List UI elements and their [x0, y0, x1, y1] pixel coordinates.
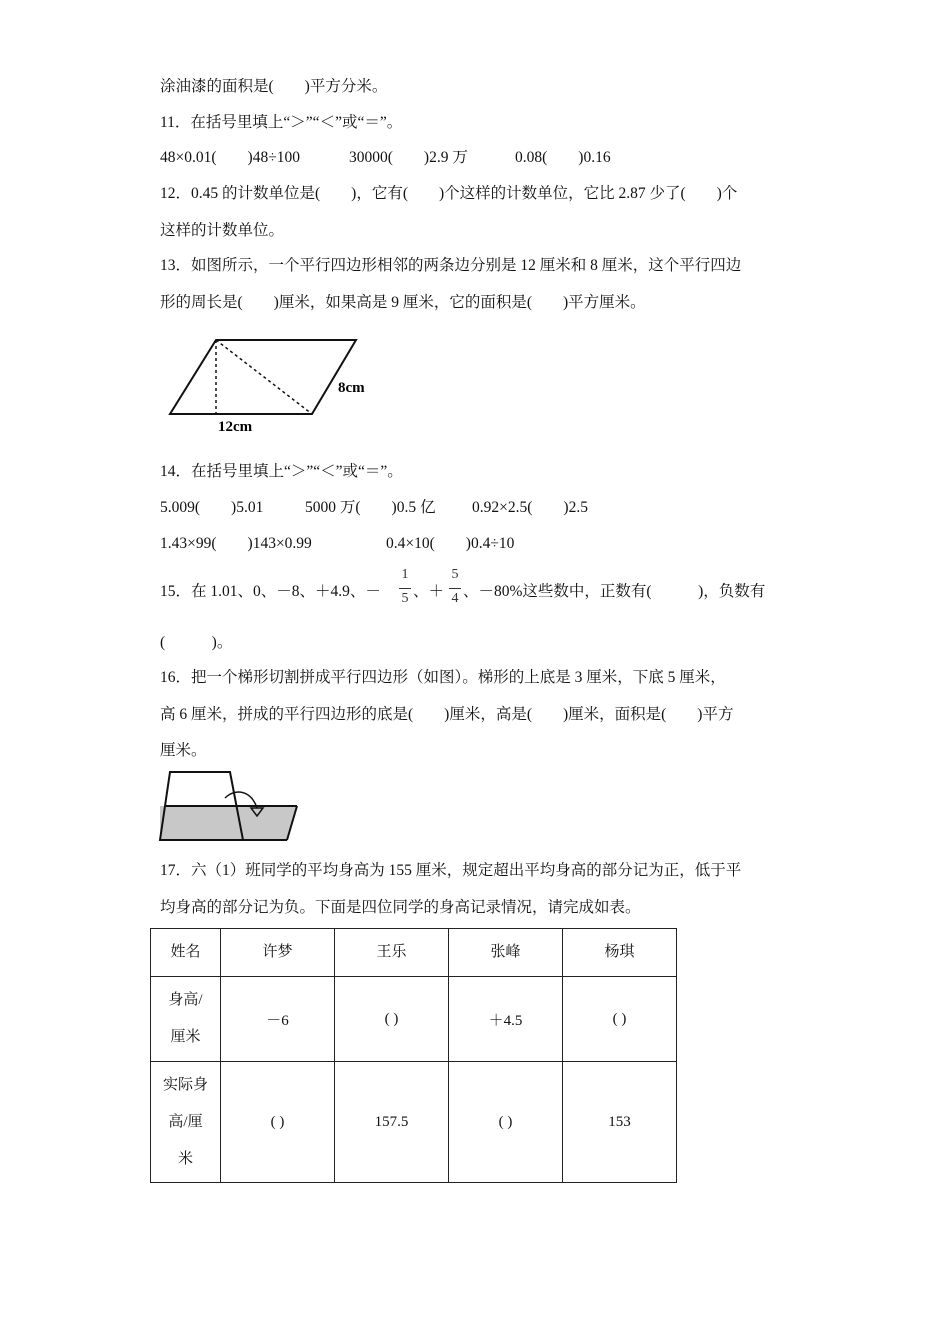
row-label-actual — [151, 1062, 221, 1183]
q14-prompt: 14．在括号里填上“＞”“＜”或“＝”。 — [160, 463, 403, 480]
q13-line-2: 形的周长是( )厘米，如果高是 9 厘米，它的面积是( )平方厘米。 — [160, 294, 646, 311]
shaded-parallelogram — [160, 806, 297, 840]
table-row — [151, 1062, 677, 1183]
row-label-line: 米 — [177, 1150, 193, 1167]
q14-item-5: 0.4×10( )0.4÷10 — [386, 535, 515, 552]
row-label-recorded — [151, 977, 221, 1062]
q17-line-1: 17．六（1）班同学的平均身高为 155 厘米，规定超出平均身高的部分记为正，低于平 — [160, 862, 742, 879]
header-student-1: 许梦 — [221, 929, 335, 977]
q12-line-2: 这样的计数单位。 — [160, 222, 285, 239]
row-label-line: 厘米 — [170, 1029, 201, 1045]
fraction-2-numerator: 5 — [451, 567, 459, 582]
fraction-1-bar — [399, 588, 411, 589]
parallelogram-figure — [160, 330, 380, 440]
q13-line-1: 13．如图所示，一个平行四边形相邻的两条边分别是 12 厘米和 8 厘米，这个平行四边 — [160, 257, 742, 274]
q17-line-2: 均身高的部分记为负。下面是四位同学的身高记录情况，请完成如表。 — [160, 899, 641, 916]
q15-line-1a: 15．在 1.01、0、－8、＋4.9、－ — [160, 583, 381, 600]
fraction-1-denominator: 5 — [401, 591, 409, 606]
q15-line-1c: 、－80%这些数中，正数有( )，负数有 — [463, 583, 766, 600]
table-cell: ( ) — [449, 1062, 563, 1183]
q10-tail-line: 涂油漆的面积是( )平方分米。 — [160, 78, 388, 95]
base-label: 12cm — [218, 419, 253, 435]
parallelogram-outline — [170, 340, 356, 414]
header-student-2: 王乐 — [335, 929, 449, 977]
table-cell: ( ) — [563, 977, 677, 1062]
q12-line-1: 12．0.45 的计数单位是( )，它有( )个这样的计数单位，它比 2.87 少了( )个 — [160, 185, 738, 202]
table-cell: ( ) — [335, 977, 449, 1062]
diagonal-dashed-line — [216, 340, 312, 414]
q14-item-2: 5000 万( )0.5 亿 — [305, 499, 436, 516]
fraction-2-denominator: 4 — [451, 591, 459, 606]
table-cell: 157.5 — [335, 1062, 449, 1183]
q15-line-1b: 、＋ — [413, 583, 445, 600]
q15-line-2: ( )。 — [160, 634, 233, 651]
q14-item-1: 5.009( )5.01 — [160, 499, 264, 516]
side-label: 8cm — [338, 380, 365, 396]
table-cell: －6 — [221, 977, 335, 1062]
table-cell: 153 — [563, 1062, 677, 1183]
q11-prompt: 11．在括号里填上“＞”“＜”或“＝”。 — [160, 114, 403, 131]
row-label-line: 高/厘 — [168, 1113, 203, 1130]
q14-item-4: 1.43×99( )143×0.99 — [160, 535, 312, 552]
q11-item-3: 0.08( )0.16 — [515, 149, 611, 166]
table-cell: ( ) — [221, 1062, 335, 1183]
row-label-line: 实际身 — [162, 1076, 208, 1093]
q11-item-2: 30000( )2.9 万 — [349, 149, 468, 166]
fraction-1-numerator: 1 — [401, 567, 409, 582]
header-student-3: 张峰 — [449, 929, 563, 977]
q16-line-3: 厘米。 — [160, 742, 207, 759]
table-row — [151, 977, 677, 1062]
fraction-2-bar — [449, 588, 461, 589]
q16-line-2: 高 6 厘米，拼成的平行四边形的底是( )厘米，高是( )厘米，面积是( )平方 — [160, 706, 734, 723]
trapezoid-figure — [155, 766, 305, 846]
height-record-table — [150, 928, 677, 1183]
header-name: 姓名 — [151, 929, 221, 977]
table-header-row — [151, 929, 677, 977]
q14-item-3: 0.92×2.5( )2.5 — [472, 499, 588, 516]
q16-line-1: 16．把一个梯形切割拼成平行四边形（如图）。梯形的上底是 3 厘米，下底 5 厘米， — [160, 669, 726, 686]
row-label-line: 身高/ — [168, 992, 203, 1008]
table-cell: ＋4.5 — [449, 977, 563, 1062]
q11-item-1: 48×0.01( )48÷100 — [160, 149, 300, 166]
header-student-4: 杨琪 — [563, 929, 677, 977]
